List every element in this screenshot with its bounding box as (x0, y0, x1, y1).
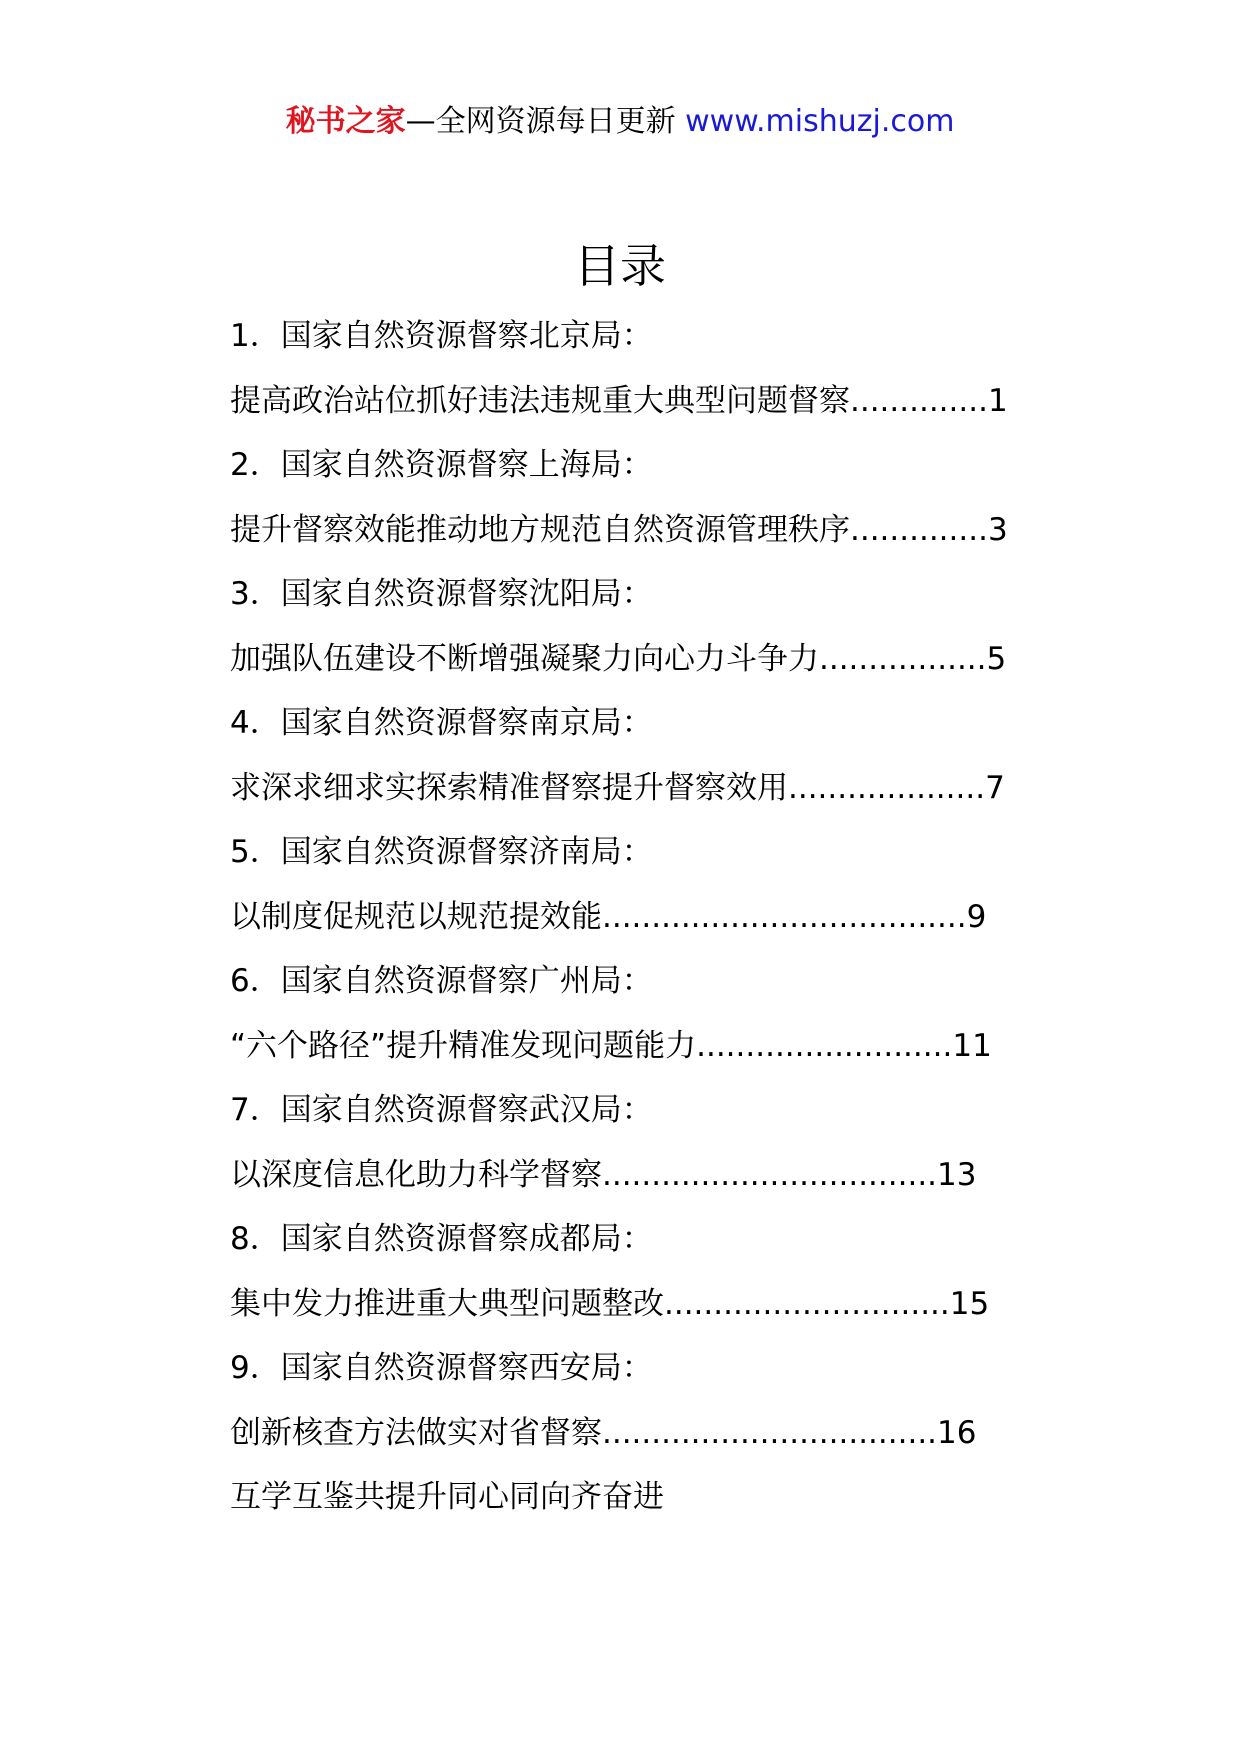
toc-heading: 6．国家自然资源督察广州局： (230, 963, 653, 999)
toc-entry-title: 互学互鉴共提升同心同向齐奋进 (230, 1479, 664, 1515)
toc-heading: 2．国家自然资源督察上海局： (230, 447, 653, 483)
toc-page-number: 5 (986, 640, 1007, 677)
toc-page-number: 9 (966, 898, 987, 935)
toc-entry-title: 求深求细求实探索精准督察提升督察效用 (230, 769, 788, 806)
toc-entry-title: 提高政治站位抓好违法违规重大典型问题督察 (230, 382, 850, 419)
toc-entry[interactable] (230, 498, 1050, 563)
toc-leader-dots: .................................. (602, 1414, 938, 1451)
toc-page-number: 13 (937, 1156, 977, 1193)
toc-entry[interactable] (230, 1143, 1050, 1208)
brand-name: 秘书之家 (285, 104, 406, 139)
toc-heading: 3．国家自然资源督察沈阳局： (230, 576, 653, 612)
toc-leader-dots: .................................. (602, 1156, 938, 1193)
toc-page-number: 11 (952, 1027, 992, 1064)
toc-entry-title: 集中发力推进重大典型问题整改 (230, 1285, 664, 1322)
toc-leader-dots: ..................................... (602, 898, 967, 935)
toc-heading: 1．国家自然资源督察北京局： (230, 318, 653, 354)
toc-entry-title: 创新核查方法做实对省督察 (230, 1414, 602, 1451)
toc-leader-dots: .............. (850, 511, 988, 548)
toc-entry[interactable] (230, 1272, 1050, 1337)
toc-heading: 4．国家自然资源督察南京局： (230, 705, 653, 741)
toc-page-number: 1 (987, 382, 1008, 419)
toc-page-number: 3 (987, 511, 1008, 548)
toc-heading: 9．国家自然资源督察西安局： (230, 1350, 653, 1386)
toc-page-number: 15 (949, 1285, 990, 1322)
toc-leader-dots: ................. (819, 640, 987, 677)
toc-entry[interactable] (230, 1401, 1050, 1466)
toc-heading: 8．国家自然资源督察成都局： (230, 1221, 653, 1257)
toc-page-number: 16 (937, 1414, 977, 1451)
toc-heading: 7．国家自然资源督察武汉局： (230, 1092, 653, 1128)
toc-page-number: 7 (985, 769, 1005, 806)
toc-entry[interactable] (230, 756, 1050, 821)
site-header (0, 100, 1240, 144)
toc-entry[interactable] (230, 1014, 1050, 1079)
toc-entry-title: 以制度促规范以规范提效能 (230, 898, 602, 935)
toc-leader-dots: ............................. (664, 1285, 950, 1322)
toc-entry-title: “六个路径”提升精准发现问题能力 (230, 1027, 697, 1064)
toc-entry-title: 以深度信息化助力科学督察 (230, 1156, 602, 1193)
toc-entry[interactable] (230, 369, 1050, 434)
toc-heading: 5．国家自然资源督察济南局： (230, 834, 653, 870)
toc-entry[interactable] (230, 885, 1050, 950)
page-title: 目录 (574, 239, 666, 293)
toc-entry-title: 加强队伍建设不断增强凝聚力向心力斗争力 (230, 640, 819, 677)
toc-leader-dots: .............. (850, 382, 988, 419)
toc-entry-title: 提升督察效能推动地方规范自然资源管理秩序 (230, 511, 850, 548)
toc-leader-dots: .................... (788, 769, 986, 806)
toc-leader-dots: .......................... (696, 1027, 953, 1064)
table-of-contents (230, 304, 1050, 1530)
toc-entry[interactable] (230, 627, 1050, 692)
toc-entry[interactable] (230, 1465, 1050, 1530)
header-tagline: —全网资源每日更新 (405, 104, 686, 139)
site-url-link[interactable]: www.mishuzj.com (685, 104, 955, 139)
